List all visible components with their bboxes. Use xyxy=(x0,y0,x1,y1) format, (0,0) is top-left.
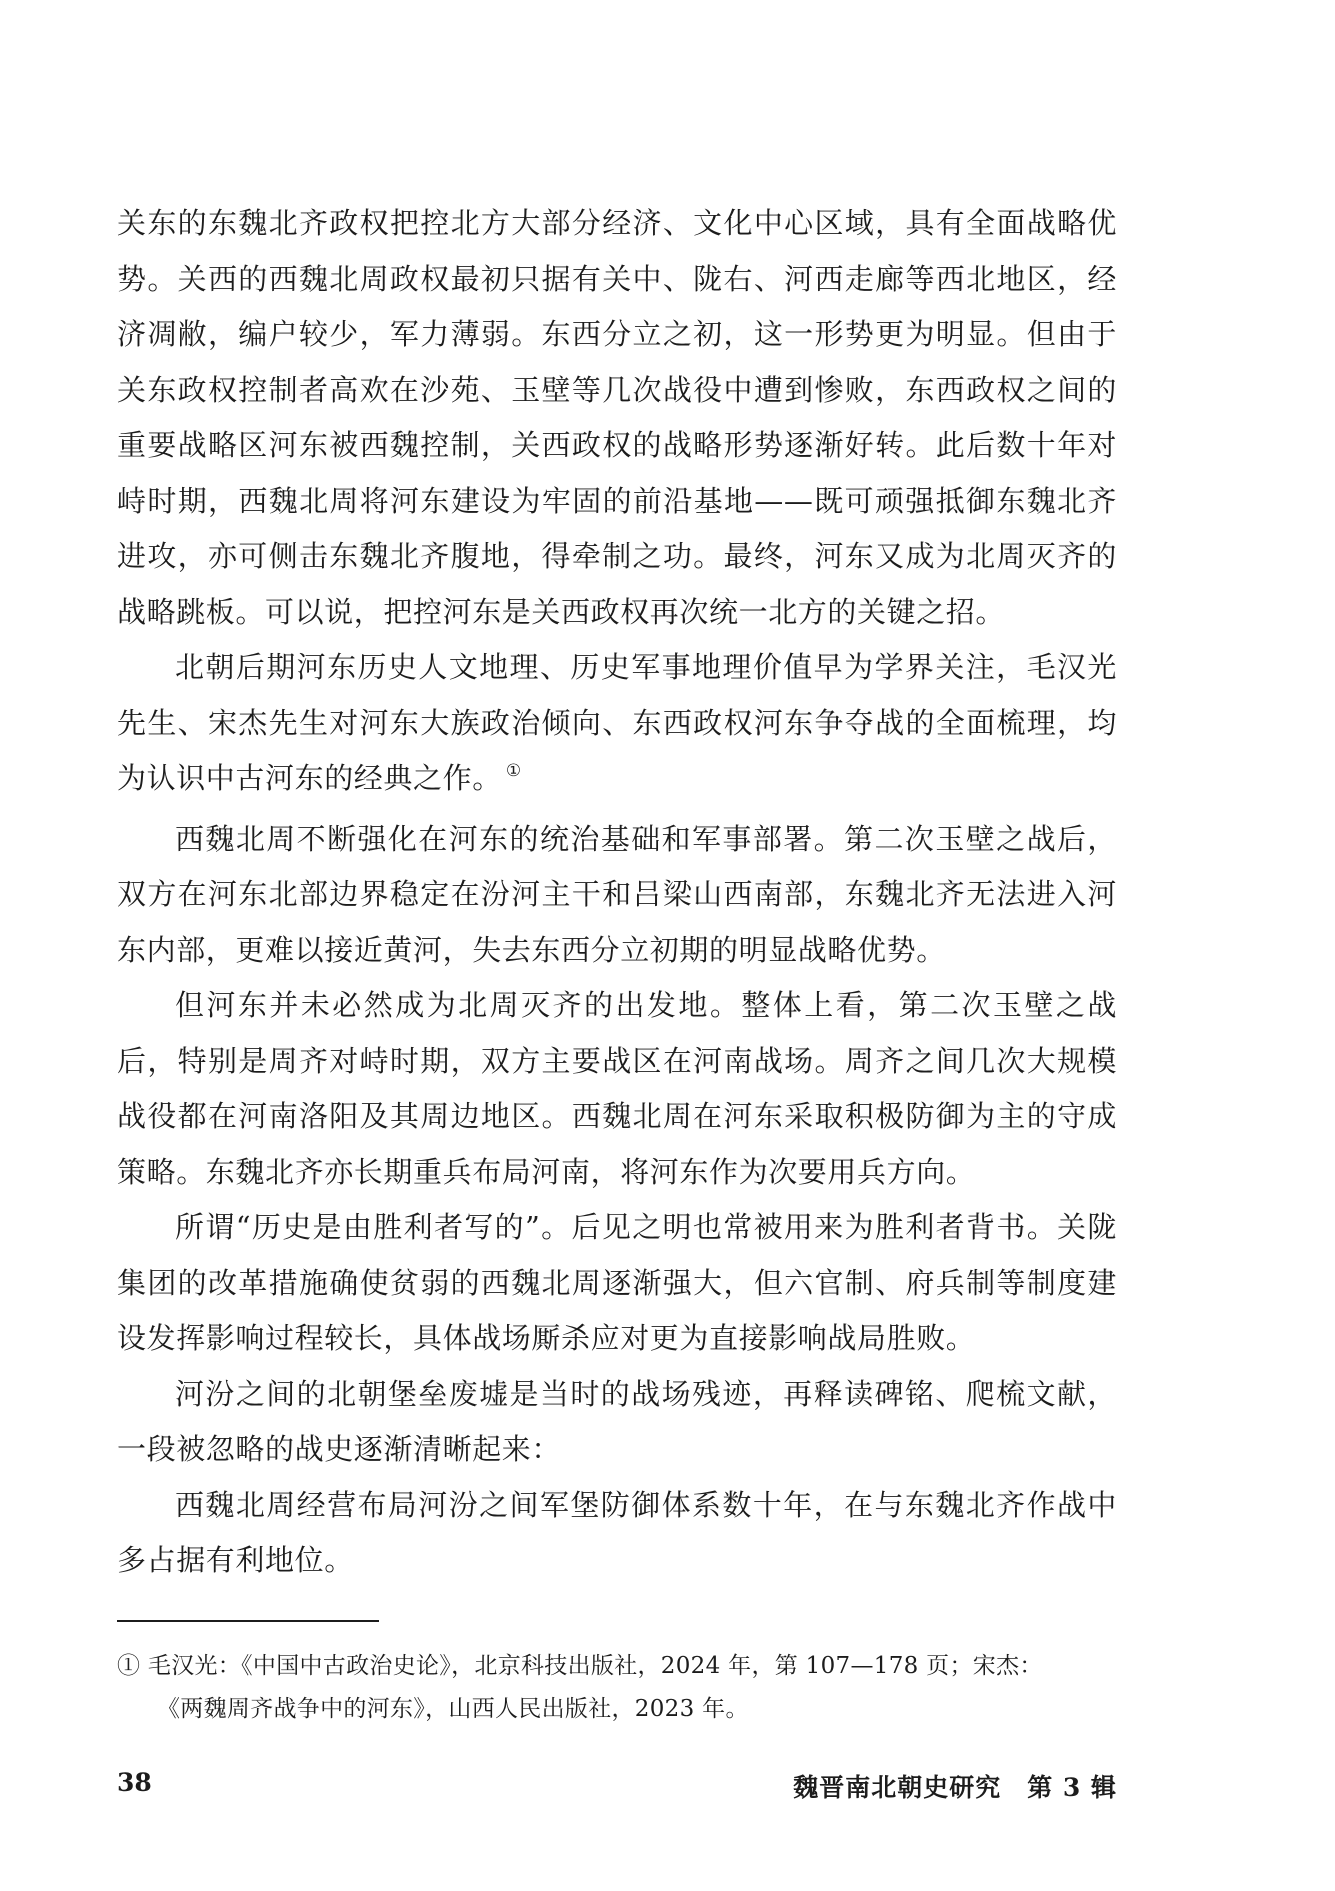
paragraph-1: 关东的东魏北齐政权把控北方大部分经济、文化中心区域，具有全面战略优势。关西的西魏北周政权最初只据有关中、陇右、河西走廊等西北地区，经济凋敝，编户较少，军力薄弱。东西分立之初，这一形势更为明显。但由于关东政权控制者高欢在沙苑、玉壁等几次战役中遭到惨败，东西政权之间的重要战略区河东被西魏控制，关西政权的战略形势逐渐好转。此后数十年对峙时期，西魏北周将河东建设为牢固的前沿基地——既可顽强抵御东魏北齐进攻，亦可侧击东魏北齐腹地，得牵制之功。最终，河东又成为北周灭齐的战略跳板。可以说，把控河东是关西政权再次统一北方的关键之招。 xyxy=(117,206,1117,629)
paragraph-2-text: 北朝后期河东历史人文地理、历史军事地理价值早为学界关注，毛汉光先生、宋杰先生对河东大族政治倾向、东西政权河东争夺战的全面梳理，均为认识中古河东的经典之作。 xyxy=(117,650,1117,795)
paragraph-6: 河汾之间的北朝堡垒废墟是当时的战场残迹，再释读碑铭、爬梳文献，一段被忽略的战史逐渐清晰起来： xyxy=(117,1376,1117,1466)
footnote-1-line-1: ① 毛汉光：《中国中古政治史论》，北京科技出版社，2024 年，第 107—178 页；宋杰： xyxy=(117,1653,1043,1679)
page-number: 38 xyxy=(117,1768,152,1797)
paragraph-4: 但河东并未必然成为北周灭齐的出发地。整体上看，第二次玉壁之战后，特别是周齐对峙时期，双方主要战区在河南战场。周齐之间几次大规模战役都在河南洛阳及其周边地区。西魏北周在河东采取积极防御为主的守成策略。东魏北齐亦长期重兵布局河南，将河东作为次要用兵方向。 xyxy=(117,988,1117,1189)
running-title: 魏晋南北朝史研究 第 3 辑 xyxy=(793,1773,1117,1802)
paragraph-3: 西魏北周不断强化在河东的统治基础和军事部署。第二次玉壁之战后，双方在河东北部边界稳定在汾河主干和吕梁山西南部，东魏北齐无法进入河东内部，更难以接近黄河，失去东西分立初期的明显战略优势。 xyxy=(117,821,1117,967)
footnote-divider xyxy=(117,1620,379,1622)
page-footer xyxy=(117,1768,1117,1808)
footnotes xyxy=(117,1645,1117,1731)
paragraph-2 xyxy=(117,640,1117,812)
footnote-1-line-2: 《两魏周齐战争中的河东》，山西人民出版社，2023 年。 xyxy=(157,1696,749,1722)
paragraph-5: 所谓“历史是由胜利者写的”。后见之明也常被用来为胜利者背书。关陇集团的改革措施确使贫弱的西魏北周逐渐强大，但六官制、府兵制等制度建设发挥影响过程较长，具体战场厮杀应对更为直接影响战局胜败。 xyxy=(117,1210,1117,1355)
paragraph-7: 西魏北周经营布局河汾之间军堡防御体系数十年，在与东魏北齐作战中多占据有利地位。 xyxy=(117,1487,1117,1577)
body-text xyxy=(117,196,1117,1589)
footnote-reference-1[interactable]: ① xyxy=(505,761,522,781)
